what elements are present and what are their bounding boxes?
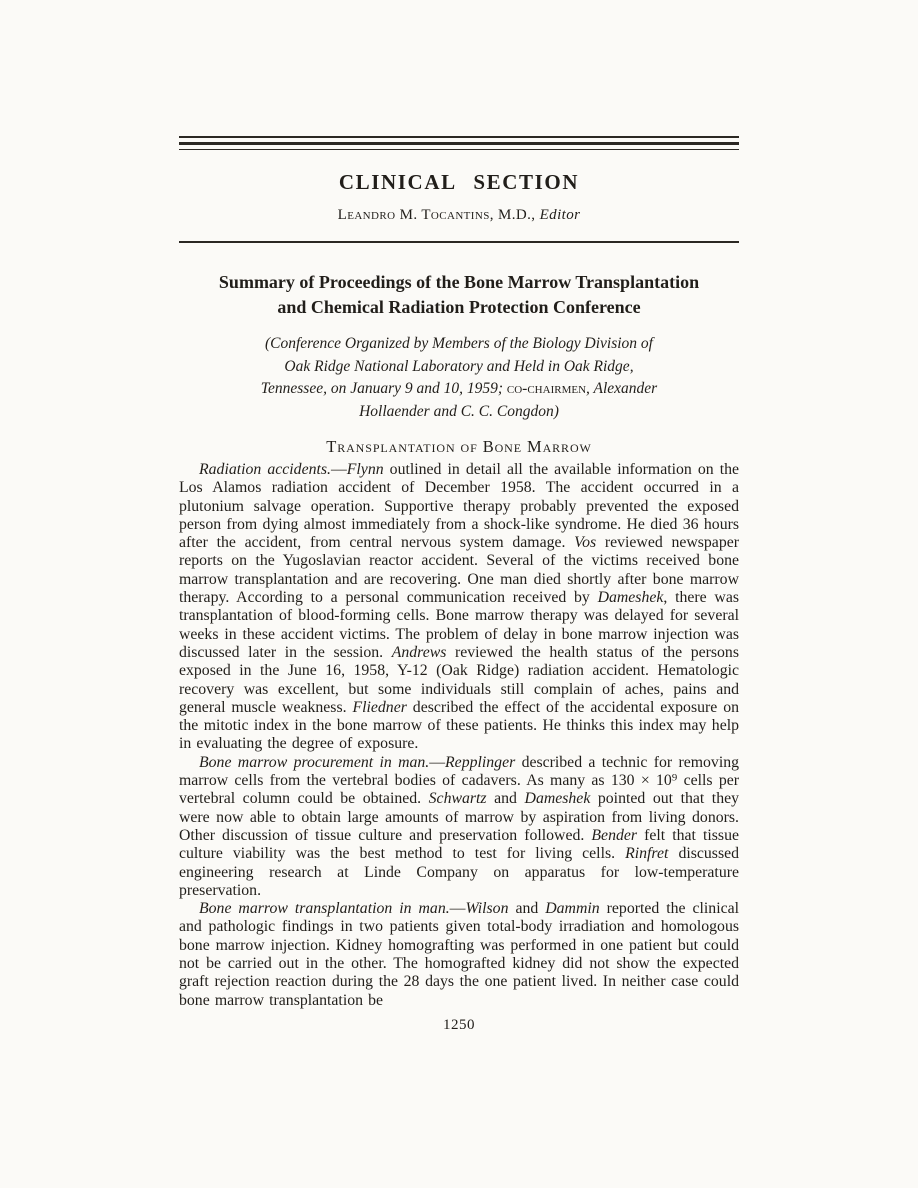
section-banner: CLINICAL SECTION xyxy=(338,170,580,194)
page-number: 1250 xyxy=(443,1016,475,1033)
paragraph-bone-marrow-procurement: Bone marrow procurement in man.—Repplinger described a technic for removing marrow cells from the vertebral bodies of cadavers. As many as 130 × 10⁹ cells per vertebral column could be obtained. Schwartz and Dameshek pointed out that they were now able to obtain large amounts of marrow by aspiration from living donors. Other discussion of tissue culture and preservation followed. Bender felt that tissue culture viability was the best method to test for living cells. Rinfret discussed engineering research at Linde Company on apparatus for low-temperature preservation. xyxy=(179,753,740,899)
paragraph-radiation-accidents: Radiation accidents.—Flynn outlined in detail all the available information on the Los Alamos radiation accident of December 1958. The accident occurred in a plutonium salvage operation. Supportive therapy probably prevented the exposed person from dying almost immediately from a shock-like syndrome. He died 36 hours after the accident, from central nervous system damage. Vos reviewed newspaper reports on the Yugoslavian reactor accident. Several of the victims received bone marrow transplantation and are recovering. One man died shortly after bone marrow therapy. According to a personal communication received by Dameshek, there was transplantation of blood-forming cells. Bone marrow therapy was delayed for several weeks in these accident victims. The problem of delay in bone marrow injection was discussed later in the session. Andrews reviewed the health status of the persons exposed in the June 16, 1958, Y-12 (Oak Ridge) radiation accident. Hematologic recovery was excellent, but some individuals still complain of aches, pains and general muscle weakness. Fliedner described the effect of the accidental exposure on the mitotic index in the bone marrow of these patients. He thinks this index may help in evaluating the degree of exposure. xyxy=(179,461,740,753)
subject-heading: Transplantation of Bone Marrow xyxy=(326,437,592,456)
header-bottom-rule xyxy=(179,241,739,243)
article-title-line1: Summary of Proceedings of the Bone Marrow Transplantation xyxy=(218,272,700,292)
byline-line: Hollaender and C. C. Congdon) xyxy=(359,402,559,420)
article-body xyxy=(179,461,739,1010)
rule-line xyxy=(179,136,739,138)
editor-line: Leandro M. Tocantins, M.D., Editor xyxy=(337,207,581,223)
conference-byline xyxy=(236,333,682,423)
article-title xyxy=(179,270,739,320)
byline-line: (Conference Organized by Members of the Biology Division of xyxy=(265,335,653,352)
rule-line xyxy=(179,149,739,150)
byline-line: Tennessee, on January 9 and 10, 1959; co-chairmen, Alexander xyxy=(260,380,658,397)
paragraph-bone-marrow-transplantation: Bone marrow transplantation in man.—Wilson and Dammin reported the clinical and pathologic findings in two patients given total-body irradiation and homologous bone marrow injection. Kidney homografting was performed in one patient but could not be carried out in the other. The homografted kidney did not show the expected graft rejection reaction during the 28 days the one patient lived. In neither case could bone marrow transplantation be xyxy=(179,900,740,1009)
byline-line: Oak Ridge National Laboratory and Held in Oak Ridge, xyxy=(284,357,634,375)
page-content xyxy=(179,0,739,1034)
header-triple-rule xyxy=(179,136,739,150)
rule-line xyxy=(179,142,739,145)
article-title-line2: and Chemical Radiation Protection Conference xyxy=(277,297,641,317)
